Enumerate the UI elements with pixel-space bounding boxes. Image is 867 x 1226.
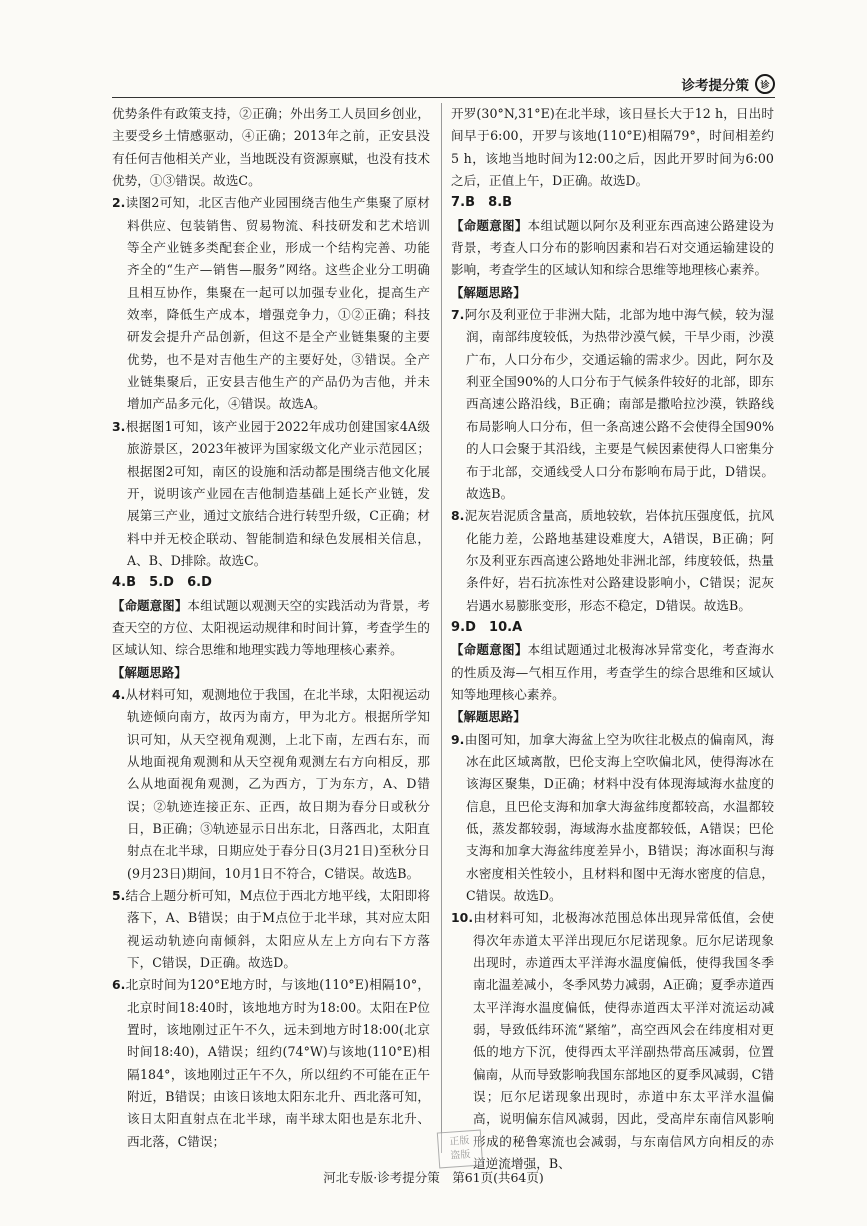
section-heading [451,282,774,304]
question-explanation [451,304,774,505]
question-number: 7. [451,307,465,323]
section-heading [451,706,774,728]
question-number: 9. [451,731,465,747]
section-text: 本组试题以阿尔及利亚东西高速公路建设为背景，考查人口分布的影响因素和岩石对交通运输建设的影响，考查学生的区域认知和综合思维等地理核心素养。 [451,217,774,278]
column-divider [441,103,442,1153]
answer-key: 7.B 8.B [451,195,513,211]
question-number: 6. [112,977,126,993]
header-title: 诊考提分策 [681,78,749,94]
section-heading [112,595,430,662]
explanation-text: 根据图1可知，该产业园于2022年成功创建国家4A级旅游景区，2023年被评为国家级文化产业示范园区；根据图2可知，南区的设施和活动都是围绕吉他文化展开，说明该产业园在吉他制造基础上延长产业链，发展第三产业，通过文旅结合进行转型升级，C正确；材料中并无校企联动、智能制造和绿色发展相关信息，A、B、D排除。故选C。 [125,418,430,568]
section-heading [451,639,774,706]
section-tag: 【解题思路】 [451,284,526,300]
question-explanation [451,505,774,617]
answer-key: 9.D 10.A [451,619,523,635]
question-explanation [112,974,430,1153]
section-tag: 【解题思路】 [451,709,526,725]
section-tag: 【命题意图】 [112,597,188,613]
section-heading [112,662,430,684]
section-tag: 【命题意图】 [451,642,528,658]
question-explanation [451,907,774,1175]
question-number: 4. [112,686,126,702]
question-number: 3. [112,418,126,434]
question-explanation [112,192,430,415]
explanation-text: 读图2可知，北区吉他产业园围绕吉他生产集聚了原材料供应、包装销售、贸易物流、科技研发和艺术培训等全产业链多类配套企业，形成一个结构完善、功能齐全的“生产—销售—服务”网络。这些企业分工明确且相互协作，集聚在一起可以加强专业化，提高生产效率，降低生产成本，增强竞争力，①②正确；科技研发会提升产品创新，但这不是全产业链集聚的主要优势，也不是对吉他生产的主要好处，③错误。全产业链集聚后，正安县吉他生产的产品仍为吉他，并未增加产品多元化，④错误。故选A。 [125,195,430,412]
answer-key: 4.B 5.D 6.D [112,575,212,591]
logo-text: 诊 [760,80,770,91]
question-explanation [112,416,430,572]
page-footer: 河北专版·诊考提分策 第61页(共64页) [323,1170,544,1185]
explanation-text: 由图可知，加拿大海盆上空为吹往北极点的偏南风，海冰在此区域离散，巴伦支海上空吹偏北风，使得海冰在该海区聚集，D正确；材料中没有体现海域海水盐度的信息，且巴伦支海和加拿大海盆纬度都较高，水温都较低，蒸发都较弱，海域海水盐度都较低，A错误；巴伦支海和加拿大海盆纬度差异小，B错误；海冰面积与海水密度相关性较小，且材料和图中无海水密度的信息，C错误。故选D。 [464,731,774,904]
explanation-text: 阿尔及利亚位于非洲大陆，北部为地中海气候，较为湿润，南部纬度较低，为热带沙漠气候，干旱少雨，沙漠广布，人口分布少，交通运输的需求少。因此，阿尔及利亚全国90%的人口分布于气候条件较好的北部，即东西高速公路沿线，B正确；南部是撒哈拉沙漠，铁路线布局影响人口分布，但一条高速公路不会使得全国90%的人口会聚于其沿线，主要是气候因素使得人口密集分布于北部，交通线受人口分布影响布局于此，D错误。故选B。 [464,307,774,501]
question-explanation [112,684,430,885]
explanation-text: 泥灰岩泥质含量高，质地较软，岩体抗压强度低，抗风化能力差，公路地基建设难度大，A错误，B正确；阿尔及利亚东西高速公路地处非洲北部，纬度较低，热量条件好，岩石抗冻性对公路建设影响小，C错误；泥灰岩遇水易膨胀变形，形态不稳定，D错误。故选B。 [464,508,774,613]
stamp-line-2: 盗版 [450,1149,471,1162]
section-heading [451,215,774,282]
explanation-text: 由材料可知，北极海冰范围总体出现异常低值，会使得次年赤道太平洋出现厄尔尼诺现象。厄尔尼诺现象出现时，赤道西太平洋海水温度偏低，使得我国冬季南北温差减小，冬季风势力减弱，A正确；夏季赤道西太平洋海水温度偏低，使得赤道西太平洋对流运动减弱，导致低纬环流“紧缩”，高空西风会在纬度相对更低的地方下沉，使得西太平洋副热带高压减弱，位置偏南，从而导致影响我国东部地区的夏季风减弱，C错误；厄尔尼诺现象出现时，赤道中东太平洋水温偏高，说明偏东信风减弱，因此，受高岸东南信风影响形成的秘鲁寒流也会减弱，与东南信风方向相反的赤道逆流增强，B、 [473,910,774,1172]
explanation-text: 结合上题分析可知，M点位于西北方地平线，太阳即将落下，A、B错误；由于M点位于北半球，其对应太阳视运动轨迹向南倾斜，太阳应从左上方向右下方落下，C错误，D正确。故选D。 [125,888,430,971]
section-tag: 【解题思路】 [112,664,187,680]
question-number: 2. [112,195,126,211]
question-number: 5. [112,888,126,904]
stamp-line-1: 正版 [449,1135,470,1148]
anti-piracy-stamp [437,1130,483,1169]
continued-text: 开罗(30°N,31°E)在北半球，该日昼长大于12 h，日出时间早于6:00，开罗与该地(110°E)相隔79°，时间相差约5 h，该地当地时间为12:00之后，因此开罗时间为6:00之后，正值上午，D正确。故选D。 [451,106,774,189]
left-column [112,103,430,1153]
right-column [451,103,774,1176]
question-number: 8. [451,508,465,524]
question-explanation [451,729,774,908]
section-text: 本组试题通过北极海冰异常变化，考查海水的性质及海—气相互作用，考查学生的综合思维和区域认知等地理核心素养。 [451,642,774,702]
explanation-text: 从材料可知，观测地位于我国，在北半球，太阳视运动轨迹倾向南方，故丙为南方，甲为北方。根据所学知识可知，从天空视角观测，上北下南，左西右东，而从地面视角观测和从天空视角观测左右方向相反，那么从地面视角观测，乙为西方，丁为东方，A、D错误；②轨迹连接正东、正西，故日期为春分日或秋分日，B正确；③轨迹显示日出东北，日落西北，太阳直射点在北半球，日期应处于春分日(3月21日)至秋分日(9月23日)期间，10月1日不符合，C错误。故选B。 [125,686,430,881]
continued-text: 优势条件有政策支持，②正确；外出务工人员回乡创业，主要受乡土情感驱动，④正确；2013年之前，正安县没有任何吉他相关产业，当地既没有资源禀赋，也没有技术优势，①③错误。故选C。 [112,106,430,189]
header-divider [112,97,775,98]
question-number: 10. [451,910,474,926]
question-explanation [112,885,430,974]
logo-icon [755,74,775,94]
explanation-text: 北京时间为120°E地方时，与该地(110°E)相隔10°，北京时间18:40时，该地地方时为18:00。太阳在P位置时，该地刚过正午不久，远未到地方时18:00(北京时间18:40)，A错误；纽约(74°W)与该地(110°E)相隔184°，该地刚过正午不久，所以纽约不可能在正午附近，B错误；由该日该地太阳东北升、西北落可知，该日太阳直射点在北半球，南半球太阳也是东北升、西北落，C错误； [125,977,430,1149]
page-header [682,74,776,94]
section-tag: 【命题意图】 [451,217,528,233]
section-text: 本组试题以观测天空的实践活动为背景，考查天空的方位、太阳视运动规律和时间计算，考查学生的区域认知、综合思维和地理实践力等地理核心素养。 [112,597,430,658]
